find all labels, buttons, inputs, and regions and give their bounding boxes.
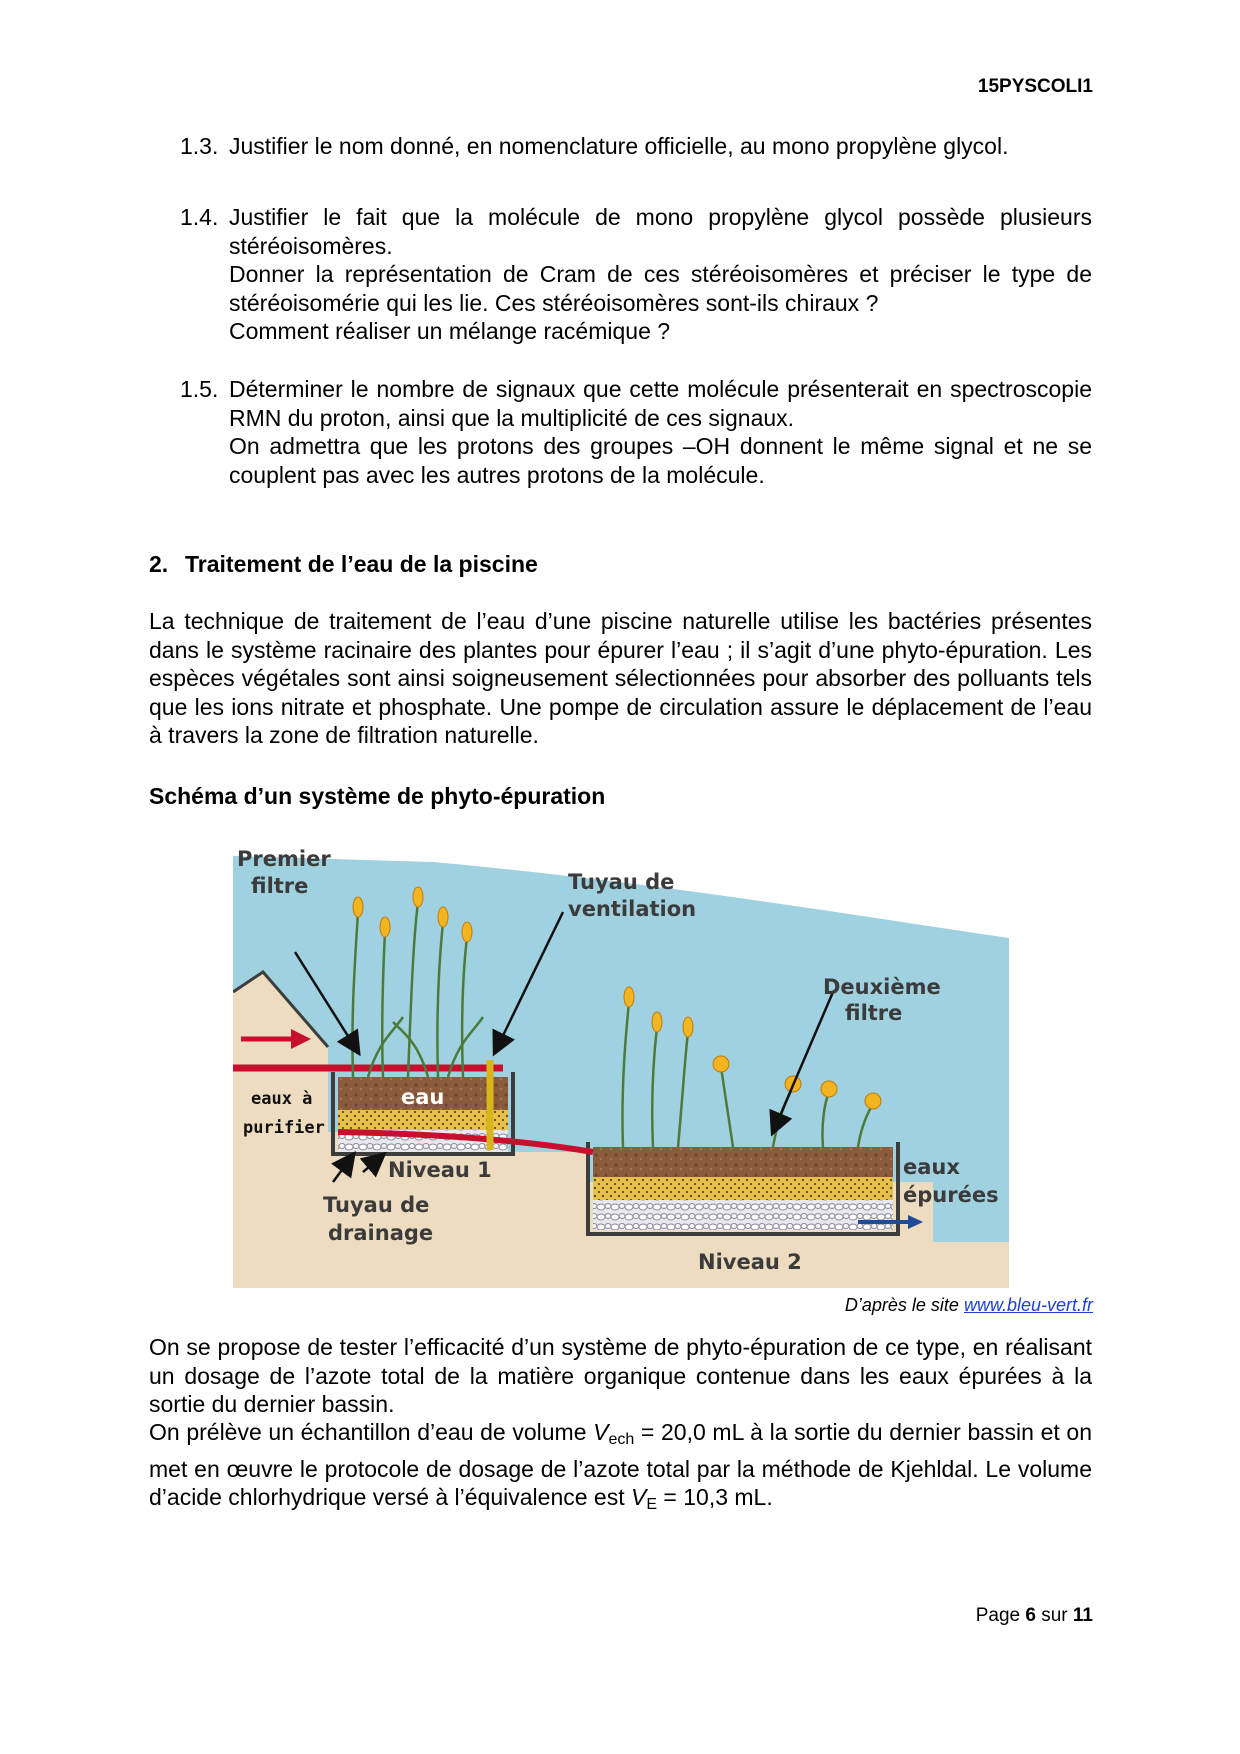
- label-premier-filtre-2: filtre: [251, 874, 309, 898]
- label-premier-filtre: Premier: [237, 847, 331, 871]
- question-number: 1.4.: [180, 204, 219, 230]
- protocol-text-1: On prélève un échantillon d’eau de volume: [149, 1419, 594, 1445]
- label-tuyau-ventilation: Tuyau de: [568, 870, 675, 894]
- question-text: Déterminer le nombre de signaux que cette molécule présenterait en spectroscopie RMN du proton, ainsi que la multiplicité de ces signaux.: [229, 376, 1092, 431]
- footer-prefix: Page: [975, 1605, 1026, 1626]
- question-text: Comment réaliser un mélange racémique ?: [229, 318, 671, 344]
- label-niveau-2: Niveau 2: [698, 1250, 802, 1274]
- label-eaux-a-purifier-2: purifier: [243, 1118, 325, 1138]
- label-eaux-epurees-2: épurées: [903, 1183, 999, 1207]
- label-tuyau-drainage: Tuyau de: [323, 1193, 430, 1217]
- protocol-text-2: = 20,0 mL à la sortie du dernier bassin et on met en œuvre le protocole de dosage de l’azote total par la méthode de Kjehldal. Le volume d’acide chlorhydrique versé à l’équivalence est: [149, 1419, 1092, 1510]
- label-tuyau-ventilation-2: ventilation: [568, 897, 697, 921]
- section-heading: [149, 551, 538, 578]
- page-total: 11: [1072, 1605, 1093, 1626]
- intro-paragraph: La technique de traitement de l’eau d’une piscine naturelle utilise les bactéries présentes dans le système racinaire des plantes pour épurer l’eau ; il s’agit d’une phyto-épuration. Les espèces végétales sont ainsi soigneusement sélectionnées pour absorber des polluants tels que les ions nitrate et phosphate. Une pompe de circulation assure le déplacement de l’eau à travers la zone de filtration naturelle.: [149, 608, 1092, 748]
- question-number: 1.5.: [180, 376, 219, 402]
- volume-symbol: V: [593, 1419, 609, 1445]
- label-niveau-1: Niveau 1: [388, 1158, 492, 1182]
- question-text: On admettra que les protons des groupes –OH donnent le même signal et ne se couplent pas avec les autres protons de la molécule.: [229, 433, 1092, 488]
- page-number: 6: [1025, 1605, 1036, 1626]
- label-deuxieme-filtre-2: filtre: [845, 1001, 903, 1025]
- page-footer: [976, 1605, 1093, 1627]
- exam-code: 15PYSCOLI1: [977, 76, 1093, 97]
- volume-subscript: E: [646, 1496, 658, 1513]
- credit-link[interactable]: www.bleu-vert.fr: [963, 1295, 1093, 1315]
- question-1-5: [180, 375, 1092, 489]
- label-eaux-a-purifier: eaux à: [251, 1089, 313, 1109]
- basin-2: [588, 1142, 898, 1234]
- volume-subscript: ech: [608, 1431, 635, 1448]
- question-text: Justifier le nom donné, en nomenclature officielle, au mono propylène glycol.: [229, 133, 1009, 159]
- credit-prefix: D’après le site: [844, 1295, 964, 1315]
- question-text: Justifier le fait que la molécule de mono propylène glycol possède plusieurs stéréoisomères.: [229, 204, 1092, 259]
- section-number: 2.: [149, 551, 169, 577]
- volume-symbol: V: [631, 1484, 647, 1510]
- question-1-3: [180, 132, 1092, 161]
- footer-mid: sur: [1035, 1605, 1073, 1626]
- label-eaux-epurees: eaux: [903, 1155, 960, 1179]
- label-deuxieme-filtre: Deuxième: [823, 975, 941, 999]
- label-tuyau-drainage-2: drainage: [328, 1221, 434, 1245]
- question-1-4: [180, 203, 1092, 346]
- label-eau: eau: [401, 1085, 445, 1109]
- section-title: Traitement de l’eau de la piscine: [185, 551, 538, 577]
- question-number: 1.3.: [180, 133, 219, 159]
- paragraph-protocol: [149, 1418, 1092, 1520]
- question-text: Donner la représentation de Cram de ces stéréoisomères et préciser le type de stéréoisomérie qui les lie. Ces stéréoisomères sont-ils chiraux ?: [229, 261, 1092, 316]
- protocol-text-3: = 10,3 mL.: [657, 1484, 773, 1510]
- schema-title: Schéma d’un système de phyto-épuration: [149, 783, 606, 809]
- paragraph-test: On se propose de tester l’efficacité d’un système de phyto-épuration de ce type, en réalisant un dosage de l’azote total de la matière organique contenue dans les eaux épurées à la sortie du dernier bassin.: [149, 1334, 1092, 1417]
- figure-credit: [845, 1295, 1093, 1316]
- phyto-epuration-diagram: [233, 842, 1009, 1288]
